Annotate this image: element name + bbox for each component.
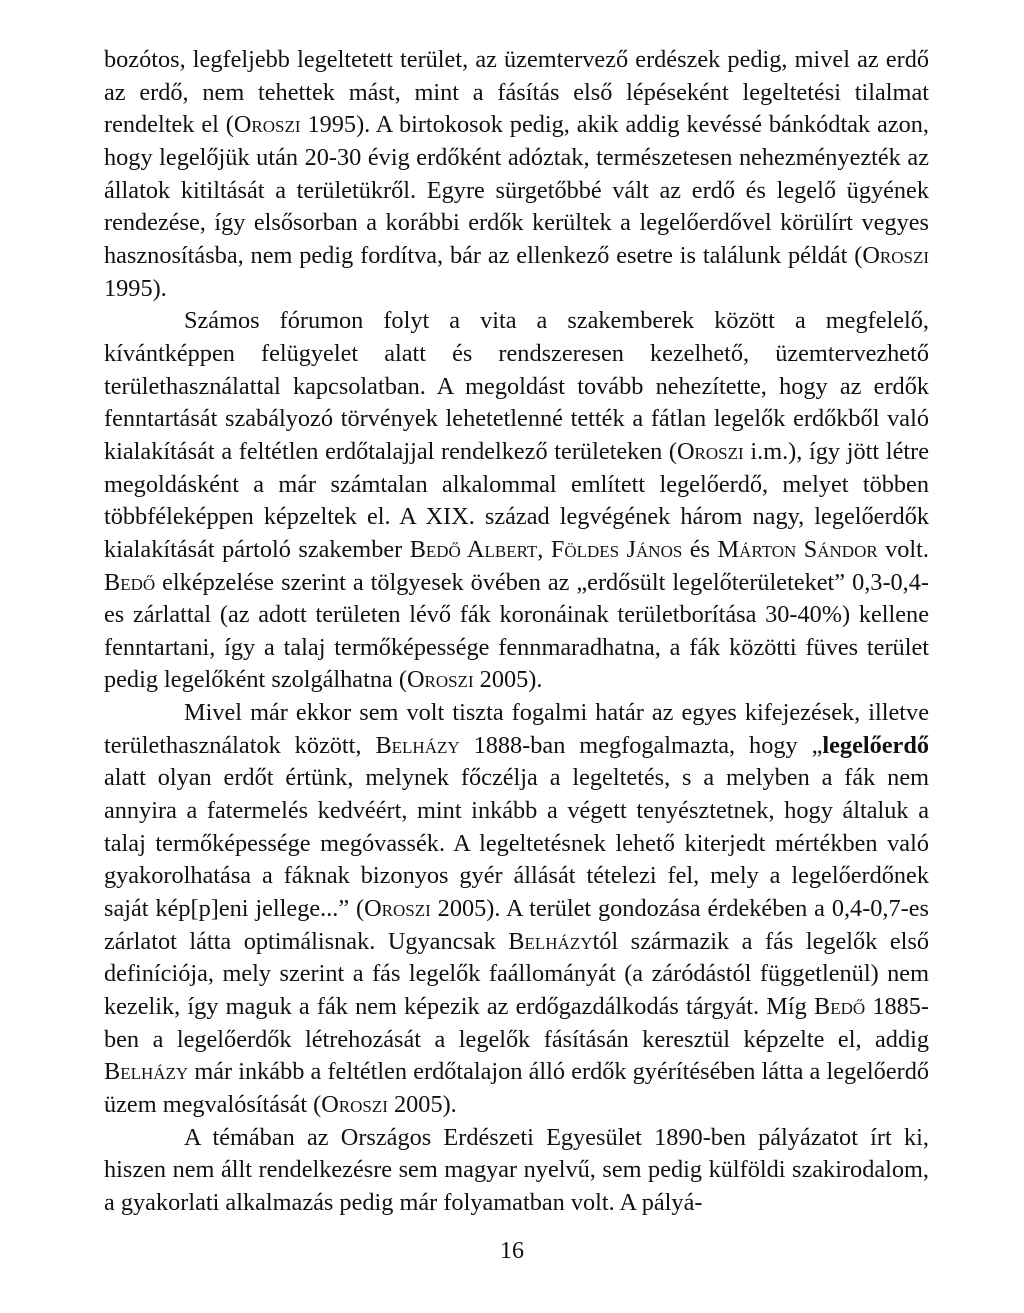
author-name: Oroszi bbox=[677, 437, 744, 465]
page-number: 16 bbox=[500, 1238, 524, 1264]
text-run: Számos fórumon folyt a vita a szakemberek között a megfelelő, kívántképpen felügyelet alatt és rendszeresen kezelhető, üzemtervezhető területhasználattal kapcsolatban. A megoldást tovább nehezítette, hogy az erdők fenntartását szabályozó törvények lehetetlenné tették a fátlan legelők erdőkből való kialakítását a feltétlen erdőtalajjal rendelkező területeken ( bbox=[104, 307, 929, 465]
text-run: 1885-ben a legelőerdők létrehozását a legelők fásításán keresztül képzelte el, addig bbox=[104, 993, 930, 1053]
author-name: Oroszi bbox=[321, 1091, 388, 1118]
author-name: Belházy bbox=[375, 731, 460, 759]
text-run: A témában az Országos Erdészeti Egyesület 1890-ben pályázatot írt ki, hiszen nem állt rendelkezésre sem magyar nyelvű, sem pedig külföldi szakirodalom, a gyakorlati alkalmazás pedig már folyamatban volt. A pályá- bbox=[104, 1123, 929, 1216]
author-name: Márton Sándor bbox=[717, 535, 878, 563]
text-run: bozótos, legfeljebb legeltetett terület, az üzemtervező erdészek pedig, mivel az erdő az erdő, nem tehettek mást, mint a fásítás első lépéseként legeltetési tilalmat rendeltek el ( bbox=[104, 46, 929, 139]
author-name: Oroszi bbox=[233, 111, 301, 139]
text-run: elképzelése szerint a tölgyesek övében az „erdősült legelőterületeket” 0,3-0,4-es zárlattal (az adott területen lévő fák koronáinak területborítása 30-40%) kellene fenntartani, így a talaj termőképessége fennmaradhatna, a fák közötti füves terület pedig legelőként szolgálhatna ( bbox=[104, 568, 929, 694]
text-run: 1995). A birtokosok pedig, akik addig kevéssé bánkódtak azon, hogy legelőjük után 20-30 évig erdőként adóztak, természetesen nehezményezték az állatok kitiltását a területükről. Egyre sürgetőbbé vált az erdő és legelő ügyének rendezése, így elsősorban a korábbi erdők kerültek a legelőerdővel körülírt vegyes hasznosításba, nem pedig fordítva, bár az ellenkező esetre is találunk példát ( bbox=[104, 111, 929, 269]
author-name: Oroszi bbox=[364, 895, 431, 923]
paragraph bbox=[104, 305, 929, 697]
text-run: 1995). bbox=[104, 274, 167, 302]
text-run: 2005). A terület gondozása érdekében a 0,4-0,7-es zárlatot látta optimálisnak. Ugyancsak bbox=[104, 895, 929, 955]
author-name: Bedő bbox=[813, 993, 866, 1021]
text-run: már inkább a feltétlen erdőtalajon álló erdők gyérítésében látta a legelőerdő üzem megvalósítását ( bbox=[104, 1058, 929, 1118]
author-name: Bedő Albert bbox=[409, 535, 538, 563]
text-run: , bbox=[537, 535, 551, 563]
text-run: tól származik a fás legelők első definíciója, mely szerint a fás legelők faállományát (a záródástól függetlenül) nem kezelik, így maguk a fák nem képezik az erdőgazdálkodás tárgyát. Míg bbox=[104, 927, 929, 1021]
text-run: volt. bbox=[877, 535, 930, 563]
text-run: alatt olyan erdőt értünk, melynek főczélja a legeltetés, s a melyben a fák nem annyira a fatermelés kedvéért, mint inkább a végett tenyésztetnek, hogy általuk a talaj termőképessége megóvassék. A legeltetésnek lehető kiterjedt mértékben való gyakorolhatása a fáknak bizonyos gyér állását tételezi fel, mely a legelőerdőnek saját kép[p]eni jellege...” ( bbox=[104, 764, 929, 923]
bold-term: legelőerdő bbox=[822, 731, 929, 759]
author-name: Belházy bbox=[508, 927, 593, 955]
paragraph bbox=[104, 1122, 929, 1220]
text-run: 1888-ban megfogalmazta, hogy „ bbox=[459, 731, 823, 759]
page-body bbox=[104, 44, 929, 1220]
author-name: Oroszi bbox=[862, 241, 929, 269]
paragraph bbox=[104, 697, 929, 1122]
text-run: i.m.), így jött létre megoldásként a már számtalan alkalommal említett legelőerdő, melyet többen többféleképpen képzeltek el. A XIX. század legvégének három nagy, legelőerdők kialakítását pártoló szakember bbox=[104, 437, 930, 563]
text-run: Mivel már ekkor sem volt tiszta fogalmi határ az egyes kifejezések, illetve területhasználatok között, bbox=[104, 699, 929, 759]
text-run: 2005). bbox=[387, 1091, 457, 1118]
author-name: Földes János bbox=[550, 535, 683, 563]
text-run: és bbox=[682, 535, 718, 563]
author-name: Bedő bbox=[104, 568, 156, 596]
text-run: 2005). bbox=[473, 666, 543, 694]
author-name: Oroszi bbox=[406, 666, 474, 694]
paragraph bbox=[104, 44, 929, 305]
author-name: Belházy bbox=[104, 1058, 189, 1086]
